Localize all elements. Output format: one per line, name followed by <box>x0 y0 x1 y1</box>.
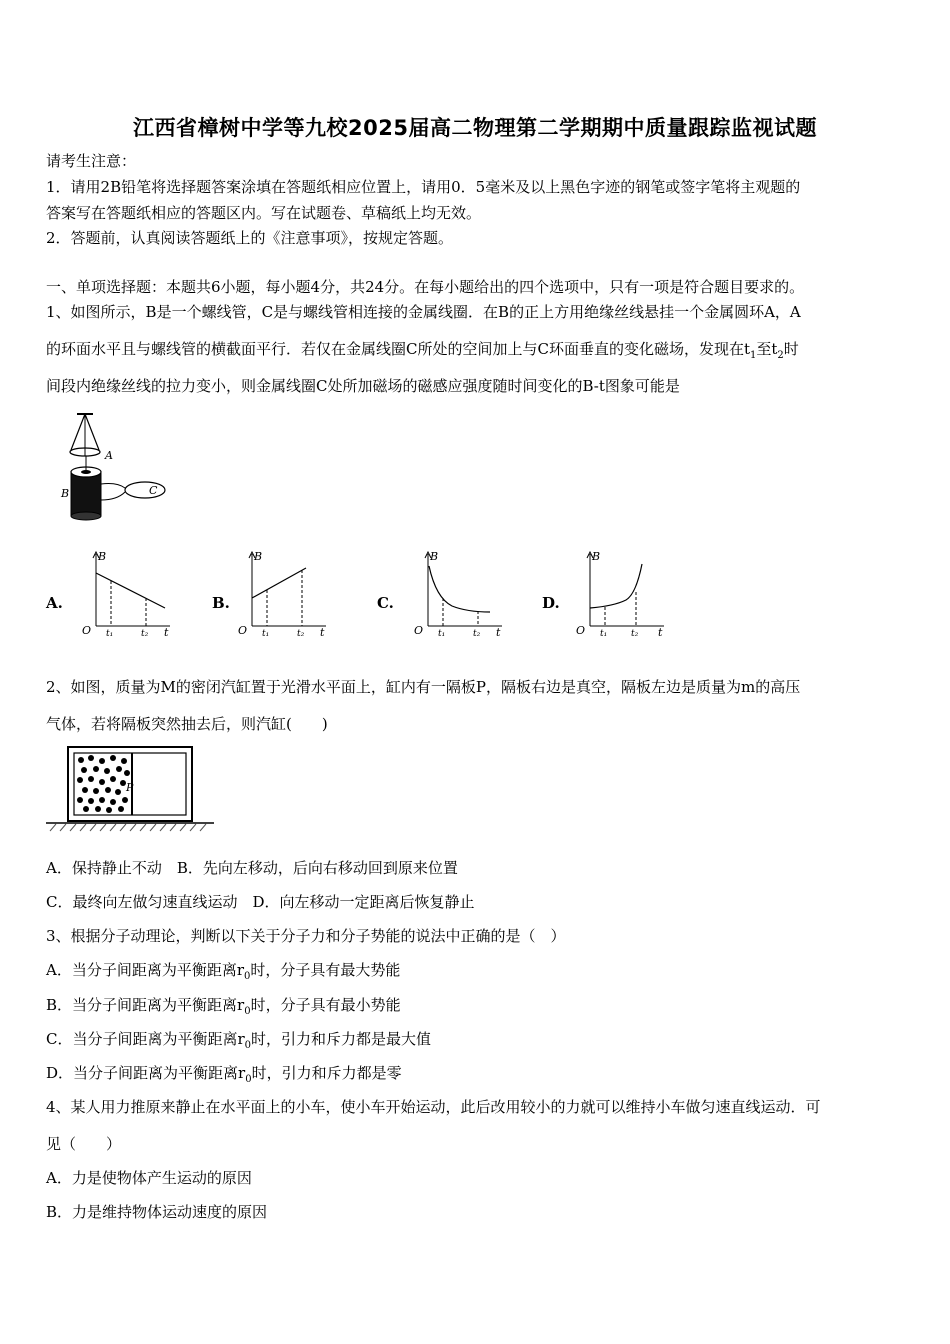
q2-options-ab[interactable]: A．保持静止不动 B．先向左移动，后向右移动回到原来位置 <box>46 859 458 877</box>
q4-line-2: 见（ ） <box>46 1135 122 1153</box>
q1-line-3: 间段内绝缘丝线的拉力变小，则金属线圈C处所加磁场的磁感应强度随时间变化的B-t图象可能是 <box>46 377 680 395</box>
svg-text:O: O <box>576 624 586 637</box>
notice-item-1-line-1: 1．请用2B铅笔将选择题答案涂填在答题纸相应位置上，请用0．5毫米及以上黑色字迹的钢笔或签字笔将主观题的 <box>46 178 801 196</box>
q3-stem: 3、根据分子动理论，判断以下关于分子力和分子势能的说法中正确的是（ ） <box>46 927 566 945</box>
svg-text:t₁: t₁ <box>262 629 270 638</box>
q2-cylinder-figure <box>46 745 216 833</box>
q1-option-a-label[interactable]: A. <box>46 594 63 612</box>
q4-line-1: 4、某人用力推原来静止在水平面上的小车，使小车开始运动，此后改用较小的力就可以维持小车做匀速直线运动．可 <box>46 1098 821 1116</box>
svg-text:t: t <box>320 626 325 638</box>
svg-text:t₂: t₂ <box>473 629 481 638</box>
page-title: 江西省樟树中学等九校2025届高二物理第二学期期中质量跟踪监视试题 <box>133 116 817 140</box>
q3-option-d[interactable]: D．当分子间距离为平衡距离$r_0$时，引力和斥力都是零 <box>46 1064 402 1085</box>
notice-item-2: 2．答题前，认真阅读答题纸上的《注意事项》，按规定答题。 <box>46 229 454 247</box>
svg-text:t₂: t₂ <box>631 629 639 638</box>
q1-option-c-label[interactable]: C. <box>377 594 394 612</box>
q2-line-1: 2、如图，质量为M的密闭汽缸置于光滑水平面上，缸内有一隔板P，隔板右边是真空，隔板左边是质量为m的高压 <box>46 678 801 696</box>
svg-text:t₁: t₁ <box>438 629 446 638</box>
notice-heading: 请考生注意： <box>46 152 137 170</box>
svg-text:O: O <box>414 624 424 637</box>
q1-solenoid-figure <box>55 412 175 524</box>
coil-c-label: C <box>149 484 158 497</box>
section-1-heading: 一、单项选择题：本题共6小题，每小题4分，共24分。在每小题给出的四个选项中，只有一项是符合题目要求的。 <box>46 278 805 296</box>
svg-text:t: t <box>164 626 169 638</box>
svg-text:B: B <box>254 550 263 563</box>
q1-graph-d <box>574 546 669 638</box>
svg-text:t: t <box>496 626 501 638</box>
partition-p-label: P <box>126 781 134 794</box>
svg-text:t₂: t₂ <box>297 629 305 638</box>
svg-text:O: O <box>82 624 92 637</box>
notice-item-1-line-2: 答案写在答题纸相应的答题区内。写在试题卷、草稿纸上均无效。 <box>46 204 482 222</box>
q4-option-a[interactable]: A．力是使物体产生运动的原因 <box>46 1169 252 1187</box>
q1-graph-c <box>412 546 507 638</box>
svg-text:B: B <box>430 550 439 563</box>
q3-option-c[interactable]: C．当分子间距离为平衡距离$r_0$时，引力和斥力都是最大值 <box>46 1030 432 1051</box>
q3-option-b[interactable]: B．当分子间距离为平衡距离$r_0$时，分子具有最小势能 <box>46 996 401 1017</box>
ring-a-label: A <box>105 449 113 462</box>
svg-text:B: B <box>592 550 601 563</box>
q2-line-2: 气体，若将隔板突然抽去后，则汽缸( ) <box>46 715 328 733</box>
q4-option-b[interactable]: B．力是维持物体运动速度的原因 <box>46 1203 268 1221</box>
q1-option-d-label[interactable]: D. <box>542 594 560 612</box>
svg-text:t₁: t₁ <box>106 629 114 638</box>
q1-graph-b <box>236 546 331 638</box>
q3-option-a[interactable]: A．当分子间距离为平衡距离$r_0$时，分子具有最大势能 <box>46 961 401 982</box>
svg-text:B: B <box>98 550 107 563</box>
svg-text:O: O <box>238 624 248 637</box>
q1-line-2: 的环面水平且与螺线管的横截面平行．若仅在金属线圈C所处的空间加上与C环面垂直的变化磁场，发现在$t_1$至$t_2$时 <box>46 340 799 361</box>
svg-text:t: t <box>658 626 663 638</box>
svg-text:t₁: t₁ <box>600 629 608 638</box>
q1-option-b-label[interactable]: B. <box>212 594 230 612</box>
svg-text:t₂: t₂ <box>141 629 149 638</box>
solenoid-b-label: B <box>61 487 70 500</box>
q1-line-1: 1、如图所示，B是一个螺线管，C是与螺线管相连接的金属线圈．在B的正上方用绝缘丝线悬挂一个金属圆环A，A <box>46 303 801 321</box>
q2-options-cd[interactable]: C．最终向左做匀速直线运动 D．向左移动一定距离后恢复静止 <box>46 893 475 911</box>
q1-graph-a <box>80 546 175 638</box>
